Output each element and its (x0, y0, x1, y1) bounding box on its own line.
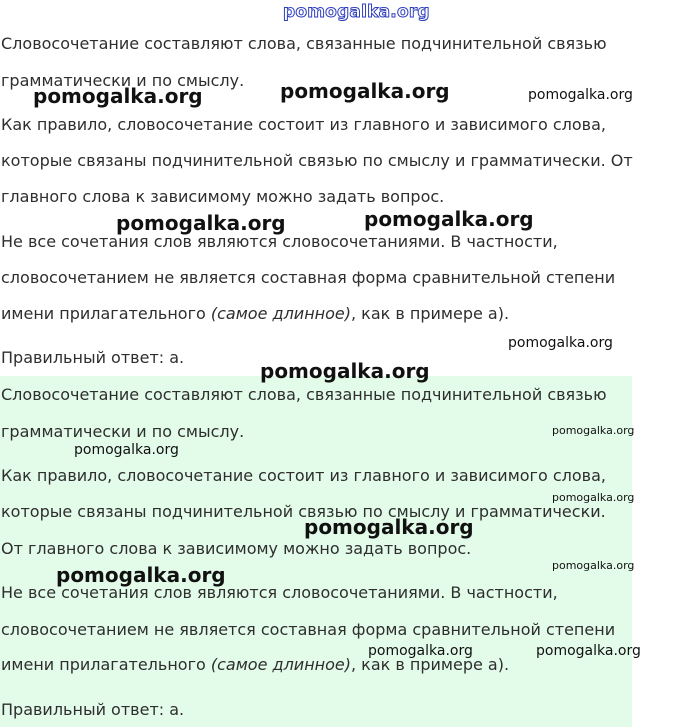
text-line: Словосочетание составляют слова, связанные подчинительной связью (1, 34, 607, 53)
watermark: pomogalka.org (116, 211, 286, 235)
text-line: Словосочетание составляют слова, связанные подчинительной связью (1, 385, 607, 404)
text-line: грамматически и по смыслу. (1, 71, 245, 90)
watermark: pomogalka.org (33, 84, 203, 108)
text-line: словосочетанием не является составная форма сравнительной степени (1, 268, 616, 287)
text-line: главного слова к зависимому можно задать вопрос. (1, 187, 445, 206)
text-line: Не все сочетания слов являются словосочетаниями. В частности, (1, 583, 558, 602)
answer-text: Правильный ответ: а. (1, 700, 185, 719)
watermark: pomogalka.org (528, 87, 633, 103)
text-line: Как правило, словосочетание состоит из главного и зависимого слова, (1, 466, 606, 485)
watermark: pomogalka.org (56, 563, 226, 587)
answer-text: Правильный ответ: а. (1, 348, 185, 367)
watermark: pomogalka.org (74, 442, 179, 458)
watermark: pomogalka.org (260, 359, 430, 383)
watermark: pomogalka.org (304, 515, 474, 539)
text-line: имени прилагательного (самое длинное), как в примере а). (1, 655, 510, 674)
watermark: pomogalka.org (552, 424, 635, 437)
watermark: pomogalka.org (508, 335, 613, 351)
text-line: грамматически и по смыслу. (1, 422, 245, 441)
text-line: словосочетанием не является составная форма сравнительной степени (1, 620, 616, 639)
text-line: которые связаны подчинительной связью по смыслу и грамматически. (1, 502, 606, 521)
watermark: pomogalka.org (283, 2, 430, 22)
text-line: которые связаны подчинительной связью по смыслу и грамматически. От (1, 151, 633, 170)
watermark: pomogalka.org (536, 643, 641, 659)
watermark: pomogalka.org (280, 79, 450, 103)
watermark: pomogalka.org (552, 559, 635, 572)
text-line: Не все сочетания слов являются словосочетаниями. В частности, (1, 232, 558, 251)
text-line: От главного слова к зависимому можно задать вопрос. (1, 539, 472, 558)
watermark: pomogalka.org (364, 207, 534, 231)
watermark: pomogalka.org (368, 643, 473, 659)
text-line: имени прилагательного (самое длинное), как в примере а). (1, 304, 510, 323)
text-line: Как правило, словосочетание состоит из главного и зависимого слова, (1, 115, 606, 134)
watermark: pomogalka.org (552, 491, 635, 504)
